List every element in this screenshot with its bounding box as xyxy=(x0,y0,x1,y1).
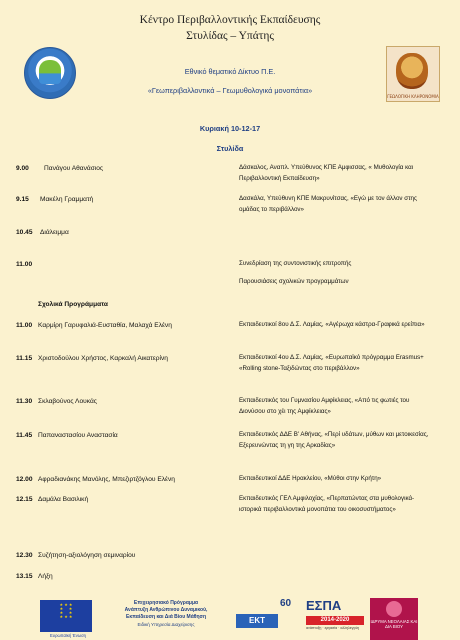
schedule-speaker: Μακέλη Γραμματή xyxy=(40,196,94,203)
program-desc: Εκπαιδευτικός ΔΔΕ Β' Αθήνας, «Περί υδάτων, μύθων και μετοικεσίας, Εξερευνώντας τη γη της Αρκαδίας» xyxy=(239,431,429,449)
program-time: 12.15 xyxy=(16,496,33,503)
espa-tagline: ανάπτυξη · εργασία · αλληλεγγύη xyxy=(306,626,360,630)
program-desc: Εκπαιδευτικοί ΔΔΕ Ηρακλείου, «Μύθοι στην Κρήτη» xyxy=(239,475,382,482)
foundation-label: ΙΔΡΥΜΑ ΝΕΟΛΑΙΑΣ ΚΑΙ ΔΙΑ ΒΙΟΥ xyxy=(370,619,418,629)
event-place: Στυλίδα xyxy=(216,144,244,153)
foundation-mark-icon xyxy=(386,601,402,617)
program-presenters: Παπαναστασίου Αναστασία xyxy=(38,432,118,439)
schedule-time: 10.45 xyxy=(16,229,33,236)
ekt-label: ΕΚΤ xyxy=(236,614,278,628)
section-heading: Σχολικά Προγράμματα xyxy=(38,301,108,308)
program-presenters: Χριστοδούλου Χρήστος, Καρκαλή Αικατερίνη xyxy=(38,355,168,362)
program-desc: Εκπαιδευτικός του Γυμνασίου Αμφίκλειας, «Από τις φωτιές του Διονύσου στο χέι της Αμφίκλειας» xyxy=(239,397,410,415)
program-desc: Εκπαιδευτικός ΓΕΛ Αμφιλοχίας, «Περπατώντας στα μυθολογικά-ιστορικά περιβαλλοντικά μονοπάτια του οικοσυστήματος» xyxy=(239,495,415,513)
closing-label: Συζήτηση-αξιολόγηση σεμιναρίου xyxy=(38,552,136,559)
espa-years: 2014-2020 xyxy=(306,616,364,625)
program-time: 11.15 xyxy=(16,355,33,362)
program-desc: Εκπαιδευτικοί 4ου Δ.Σ. Λαμίας, «Ευρωπαϊκό πρόγραμμα Erasmus+ «Rolling stone-Ταξιδώντας στο περιβάλλον» xyxy=(239,354,424,372)
eu-flag-icon: ★ ★ ★ ★ ★ ★ ★ ★ ★ ★ xyxy=(40,600,92,632)
schedule-desc: Συνεδρίαση της συντονιστικής επιτροπής xyxy=(239,260,352,267)
espa-logo xyxy=(306,598,368,634)
program-time: 11.00 xyxy=(16,322,33,329)
network-theme: «Γεωπεριβαλλοντικά – Γεωμυθολογικά μονοπάτια» xyxy=(147,86,313,95)
schedule-speaker: Πανάγου Αθανάσιος xyxy=(44,165,104,172)
op-line1: Επιχειρησιακό Πρόγραμμα xyxy=(133,600,199,606)
schedule-desc: Παρουσιάσεις σχολικών προγραμμάτων xyxy=(239,278,349,285)
schedule-desc: Δάσκαλος, Αναπλ. Υπεύθυνος ΚΠΕ Αμφισσας, « Μυθολογία και Περιβαλλοντική Εκπαίδευση» xyxy=(239,164,414,182)
org-name-line2: Στυλίδας – Υπάτης xyxy=(186,30,274,42)
program-presenters: Καρμίρη Γαρυφαλιά-Ευσταθία, Μαλαχά Ελένη xyxy=(38,322,172,329)
schedule-desc: Δασκάλα, Υπεύθυνη ΚΠΕ Μακρυνίτσας, «Εγώ με τον άλλον στης ομάδας το περιβάλλον» xyxy=(239,195,417,213)
schedule-time: 11.00 xyxy=(16,261,33,268)
break-label: Διάλειμμα xyxy=(40,229,69,236)
program-presenters: Αφραδιανάκης Μανόλης, Μπεζιρτζόγλου Ελένη xyxy=(38,476,175,483)
network-title: Εθνικό θεματικό Δίκτυο Π.Ε. xyxy=(184,67,276,76)
ekt-logo xyxy=(234,598,300,632)
closing-time: 13.15 xyxy=(16,573,33,580)
program-presenters: Σκλαβούνος Λουκάς xyxy=(38,398,97,405)
espa-label: ΕΣΠΑ xyxy=(306,598,342,613)
operational-programme-logo xyxy=(100,600,232,634)
schedule-time: 9.00 xyxy=(16,165,29,172)
event-date: Κυριακή 10-12-17 xyxy=(199,124,261,133)
closing-label: Λήξη xyxy=(38,573,53,580)
sixty-years-mark: 60 xyxy=(280,598,292,609)
right-logo-caption: ΓΕΩΛΟΓΙΚΗ ΚΛΗΡΟΝΟΜΙΑ xyxy=(387,94,439,99)
closing-time: 12.30 xyxy=(16,552,33,559)
op-line2: Ανάπτυξη Ανθρώπινου Δυναμικού, xyxy=(124,607,208,613)
org-name-line1: Κέντρο Περιβαλλοντικής Εκπαίδευσης xyxy=(139,14,321,26)
program-presenters: Δαμάλα Βασιλική xyxy=(38,496,89,503)
schedule-time: 9.15 xyxy=(16,196,29,203)
youth-foundation-logo xyxy=(370,598,418,640)
op-line3: Εκπαίδευση και Διά Βίου Μάθηση xyxy=(125,614,206,620)
op-line4: Ειδική Υπηρεσία Διαχείρισης xyxy=(137,622,195,627)
program-time: 11.45 xyxy=(16,432,33,439)
program-time: 12.00 xyxy=(16,476,33,483)
program-time: 11.30 xyxy=(16,398,33,405)
eu-caption: Ευρωπαϊκή Ένωση xyxy=(49,633,86,638)
program-desc: Εκπαιδευτικοί 8ου Δ.Σ. Λαμίας, «Αγέρωχα κάστρα-Γραφικά ερείπια» xyxy=(239,321,425,328)
